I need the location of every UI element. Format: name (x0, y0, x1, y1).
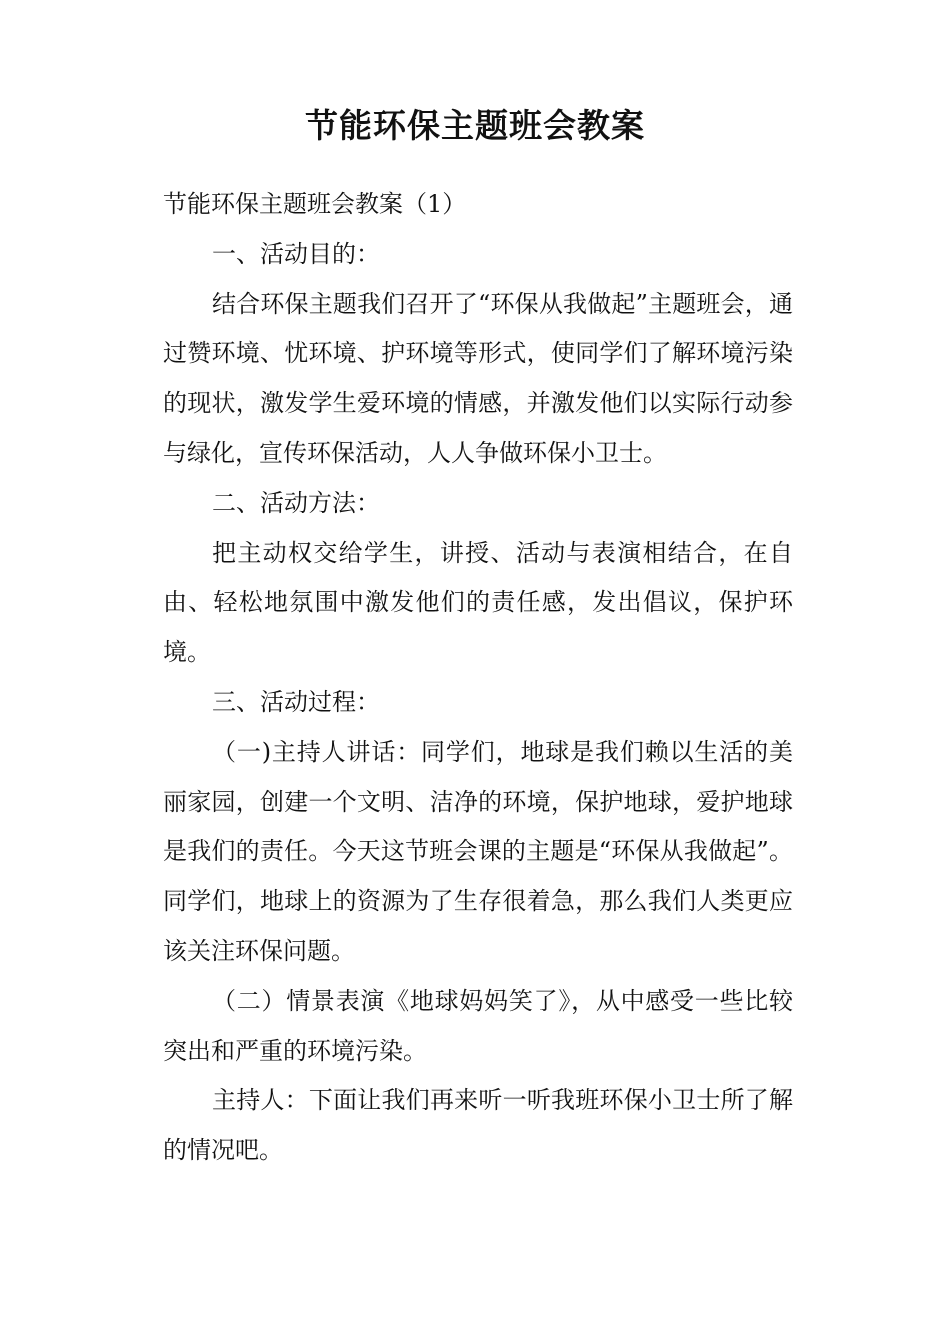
paragraph-scene-performance: （二）情景表演《地球妈妈笑了》，从中感受一些比较突出和严重的环境污染。 (163, 986, 793, 1065)
paragraph-host-speech: （一)主持人讲话：同学们，地球是我们赖以生活的美丽家园，创建一个文明、洁净的环境，保护地球，爱护地球是我们的责任。今天这节班会课的主题是“环保从我做起”。同学们，地球上的资源为了生存很着急，那么我们人类更应该关注环保问题。 (163, 737, 793, 965)
paragraph-purpose: 结合环保主题我们召开了“环保从我做起”主题班会，通过赞环境、忧环境、护环境等形式，使同学们了解环境污染的现状，激发学生爱环境的情感，并激发他们以实际行动参与绿化，宣传环保活动，人人争做环保小卫士。 (163, 289, 793, 467)
section-heading-method: 二、活动方法： (212, 488, 380, 517)
paragraph-host-closing: 主持人：下面让我们再来听一听我班环保小卫士所了解的情况吧。 (163, 1086, 793, 1165)
document-body (163, 180, 793, 1176)
section-heading-process: 三、活动过程： (212, 687, 380, 716)
section-heading-purpose: 一、活动目的： (212, 239, 380, 268)
document-title: 节能环保主题班会教案 (305, 106, 645, 145)
paragraph-method: 把主动权交给学生，讲授、活动与表演相结合，在自由、轻松地氛围中激发他们的责任感，发出倡议，保护环境。 (163, 538, 793, 667)
lesson-plan-subtitle: 节能环保主题班会教案（1） (163, 190, 467, 218)
